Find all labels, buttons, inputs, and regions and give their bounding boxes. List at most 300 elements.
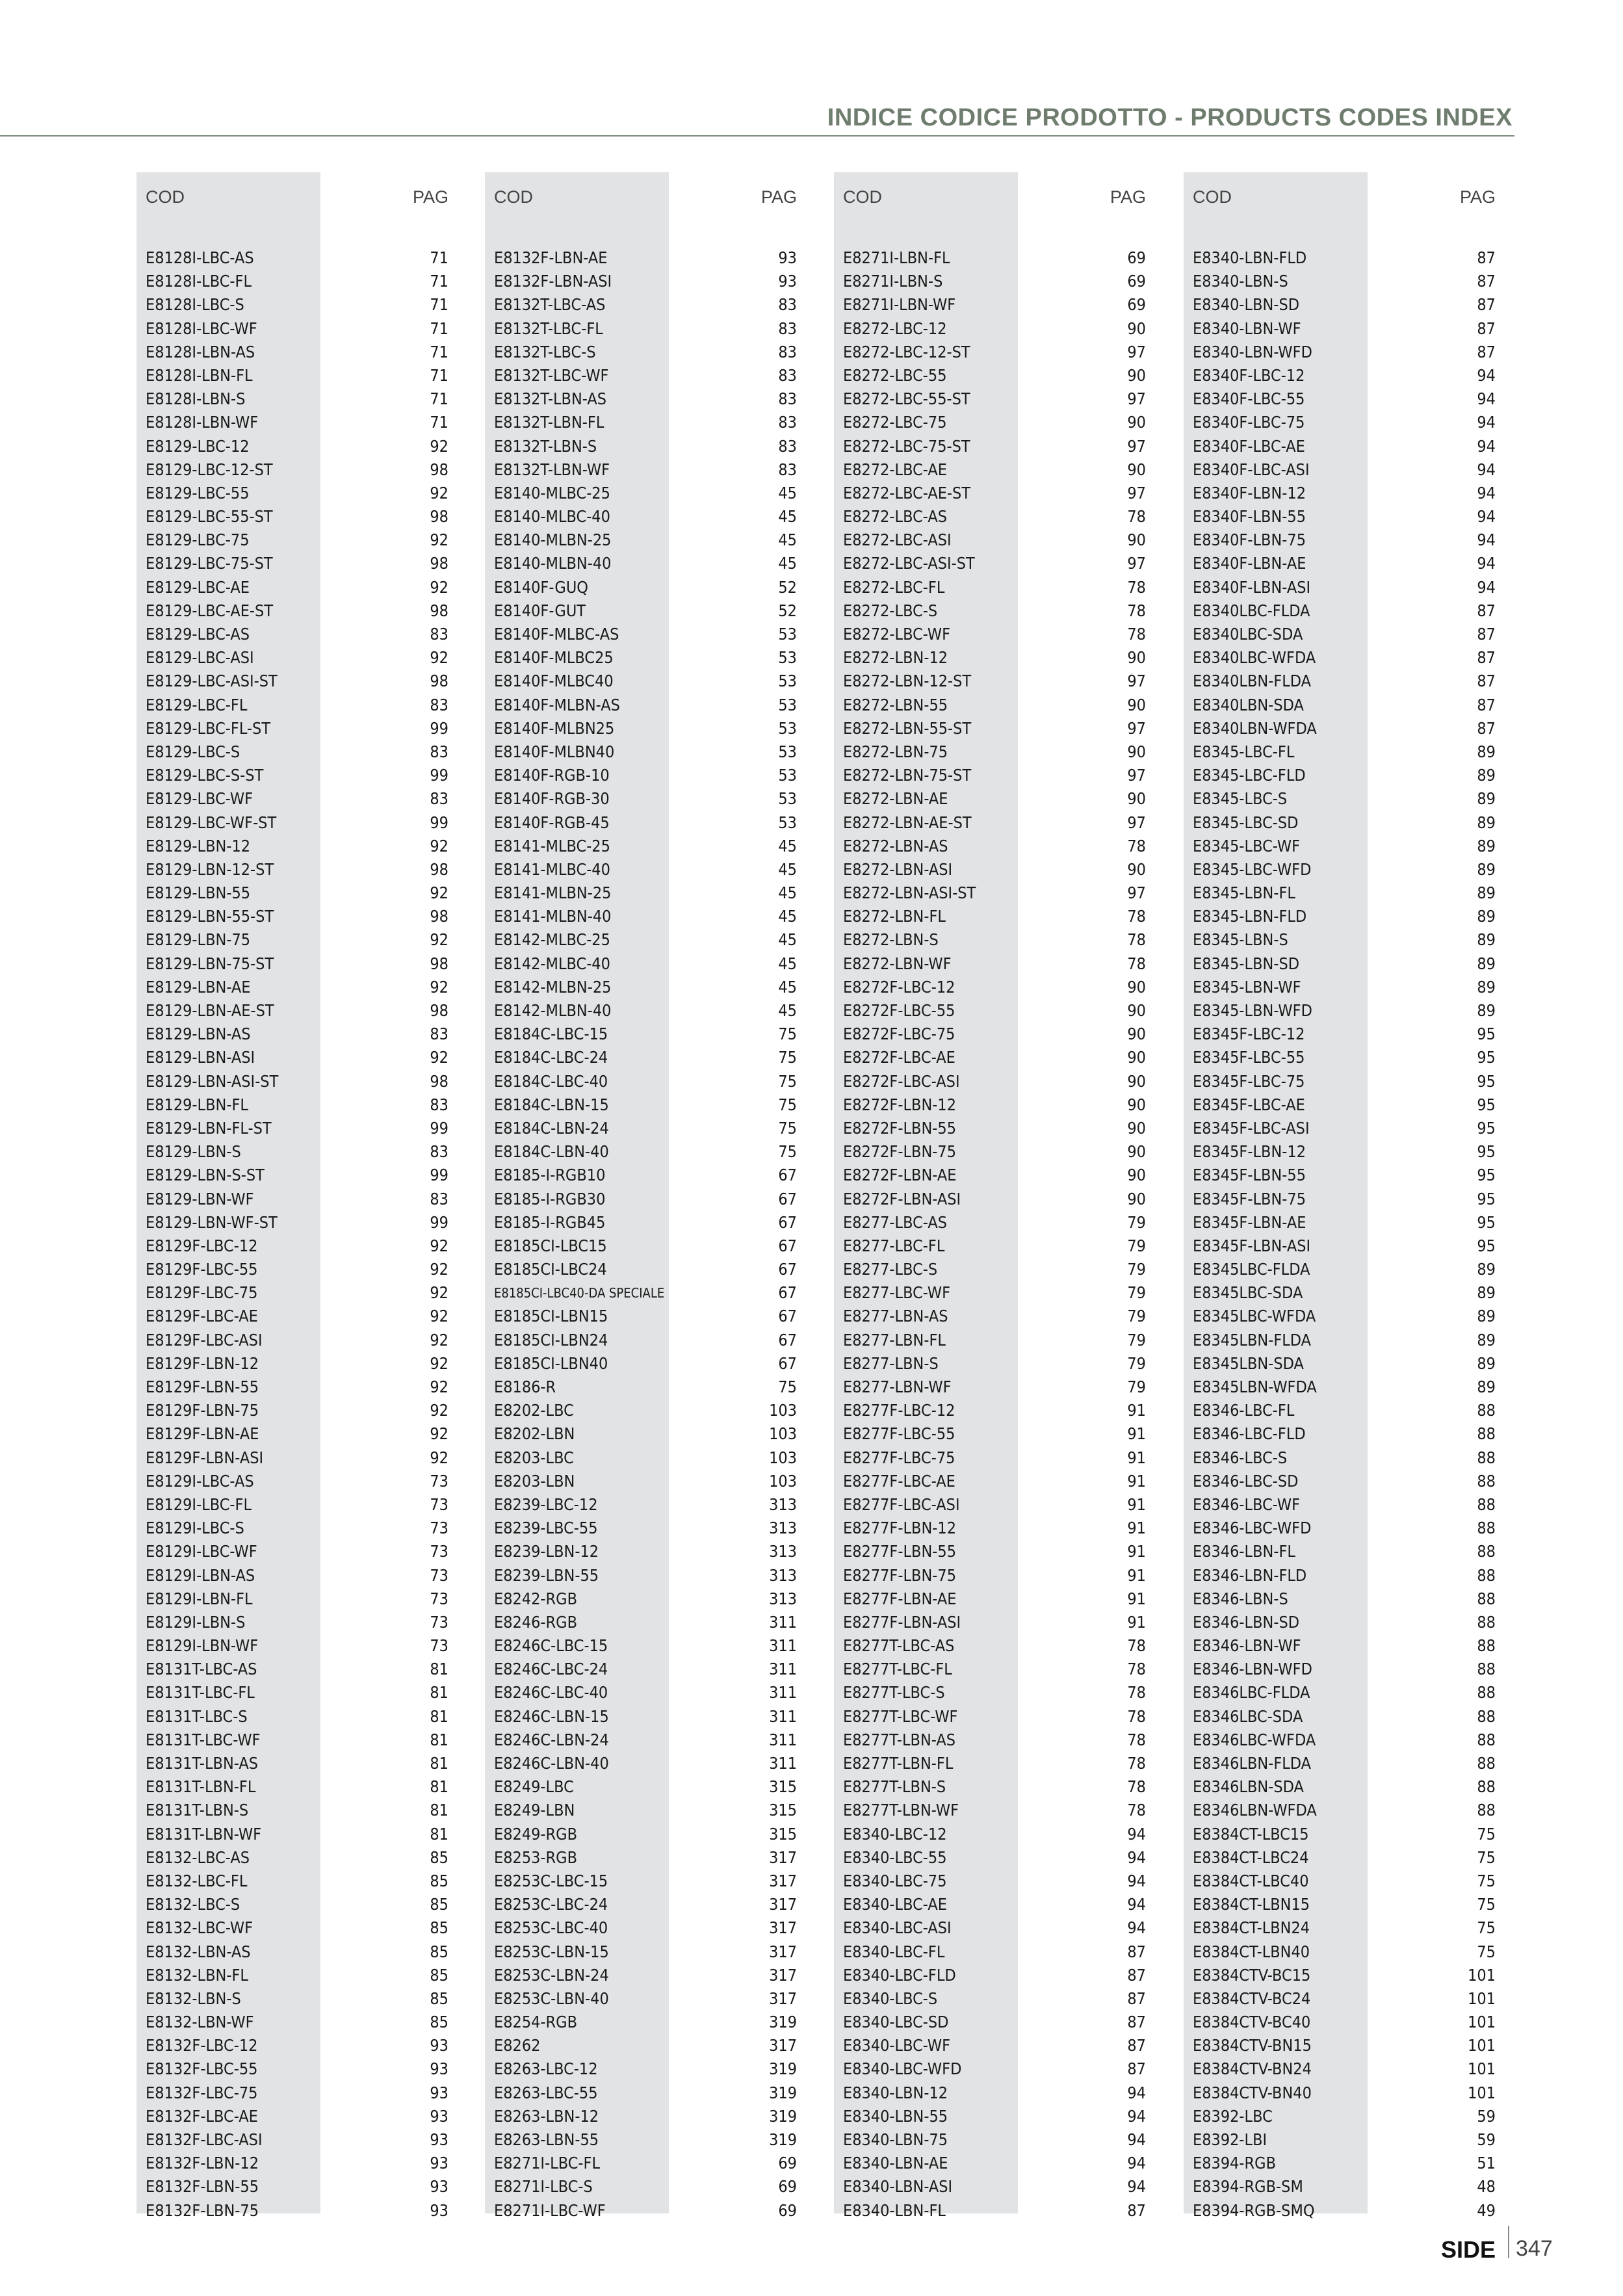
table-row — [485, 1211, 797, 1234]
page-ref: 89 — [1477, 1330, 1496, 1350]
product-code: E8345F-LBN-AE — [1193, 1212, 1306, 1232]
table-row — [485, 1093, 797, 1117]
product-code: E8128I-LBC-FL — [146, 272, 252, 291]
table-row — [834, 317, 1146, 341]
table-row — [834, 1305, 1146, 1328]
page-ref: 67 — [778, 1189, 797, 1208]
page-ref: 93 — [778, 248, 797, 267]
page-ref: 313 — [769, 1542, 797, 1561]
table-row — [1184, 1681, 1496, 1704]
product-code: E8345F-LBN-12 — [1193, 1142, 1306, 1162]
table-row — [834, 1729, 1146, 1752]
table-row — [1184, 2199, 1496, 2223]
product-code: E8184C-LBN-40 — [494, 1142, 609, 1162]
product-code: E8277T-LBC-WF — [843, 1706, 958, 1726]
table-row — [834, 1611, 1146, 1634]
page-ref: 87 — [1477, 319, 1496, 338]
page-ref: 88 — [1477, 1401, 1496, 1420]
table-row — [485, 2128, 797, 2152]
product-code: E8184C-LBN-15 — [494, 1095, 609, 1114]
page-ref: 71 — [430, 248, 448, 267]
page-ref: 92 — [430, 1377, 448, 1396]
product-code: E8272F-LBN-75 — [843, 1142, 956, 1162]
product-code: E8140F-MLBN25 — [494, 718, 615, 738]
page-ref: 78 — [1127, 625, 1146, 644]
product-code: E8132F-LBC-55 — [146, 2059, 258, 2079]
code-list — [136, 246, 448, 2223]
table-row — [1184, 1422, 1496, 1446]
page-ref: 98 — [430, 859, 448, 879]
table-row — [136, 2105, 448, 2128]
table-row — [1184, 1540, 1496, 1563]
product-code: E8129-LBC-FL-ST — [146, 718, 271, 738]
table-row — [136, 694, 448, 717]
page-ref: 99 — [430, 1118, 448, 1138]
product-code: E8392-LBC — [1193, 2106, 1273, 2126]
product-code: E8272-LBN-55-ST — [843, 718, 972, 738]
cod-header: COD — [494, 187, 533, 207]
product-code: E8254-RGB — [494, 2013, 578, 2032]
product-code: E8345LBN-FLDA — [1193, 1330, 1312, 1350]
page-ref: 48 — [1477, 2177, 1496, 2197]
page-ref: 83 — [430, 789, 448, 809]
page-ref: 101 — [1468, 2036, 1496, 2055]
product-code: E8140F-GUT — [494, 601, 586, 620]
page-ref: 317 — [769, 2036, 797, 2055]
page-ref: 79 — [1127, 1283, 1146, 1303]
product-code: E8132T-LBN-S — [494, 436, 597, 456]
product-code: E8340-LBN-SD — [1193, 295, 1300, 315]
page-ref: 78 — [1127, 1730, 1146, 1749]
page-ref: 45 — [778, 507, 797, 527]
page-ref: 98 — [430, 1071, 448, 1091]
product-code: E8384CT-LBC24 — [1193, 1847, 1309, 1867]
table-row — [834, 835, 1146, 858]
table-row — [485, 1611, 797, 1634]
pag-header: PAG — [412, 187, 448, 207]
product-code: E8184C-LBN-24 — [494, 1118, 609, 1138]
table-row — [834, 1799, 1146, 1822]
table-row — [834, 505, 1146, 528]
page-ref: 91 — [1127, 1401, 1146, 1420]
table-row — [485, 1399, 797, 1422]
page-ref: 92 — [430, 577, 448, 597]
table-row — [1184, 1846, 1496, 1870]
table-row — [834, 1587, 1146, 1611]
product-code: E8129-LBN-FL — [146, 1095, 248, 1114]
table-row — [834, 670, 1146, 693]
page-ref: 92 — [430, 883, 448, 903]
product-code: E8277T-LBN-FL — [843, 1754, 954, 1773]
product-code: E8277T-LBN-WF — [843, 1801, 959, 1820]
table-row — [485, 1846, 797, 1870]
product-code: E8340-LBC-AE — [843, 1895, 947, 1914]
page-ref: 87 — [1127, 2013, 1146, 2032]
page-ref: 97 — [1127, 883, 1146, 903]
page-ref: 91 — [1127, 1519, 1146, 1538]
page-ref: 87 — [1127, 2200, 1146, 2220]
product-code: E8346-LBC-WF — [1193, 1494, 1301, 1514]
table-row — [1184, 764, 1496, 787]
table-row — [1184, 270, 1496, 293]
page-ref: 52 — [778, 601, 797, 620]
product-code: E8340F-LBC-55 — [1193, 389, 1305, 409]
page-ref: 75 — [778, 1024, 797, 1044]
table-row — [1184, 458, 1496, 482]
page-ref: 69 — [1127, 248, 1146, 267]
product-code: E8246-RGB — [494, 1612, 578, 1632]
table-row — [834, 599, 1146, 623]
product-code: E8340-LBC-FLD — [843, 1965, 956, 1985]
page-ref: 89 — [1477, 1353, 1496, 1373]
table-row — [485, 435, 797, 458]
product-code: E8394-RGB — [1193, 2154, 1277, 2173]
page-ref: 83 — [778, 342, 797, 361]
page-ref: 93 — [430, 2106, 448, 2126]
table-row — [485, 246, 797, 270]
table-row — [485, 1470, 797, 1493]
product-code: E8132T-LBN-FL — [494, 413, 604, 432]
product-code: E8345LBC-WFDA — [1193, 1307, 1316, 1326]
product-code: E8346LBN-FLDA — [1193, 1754, 1312, 1773]
page-ref: 49 — [1477, 2200, 1496, 2220]
table-row — [834, 1540, 1146, 1563]
table-row — [834, 1893, 1146, 1916]
page-ref: 67 — [778, 1330, 797, 1350]
table-row — [1184, 1611, 1496, 1634]
page-ref: 83 — [778, 436, 797, 456]
table-row — [1184, 2175, 1496, 2198]
table-row — [136, 952, 448, 976]
product-code: E8140-MLBN-40 — [494, 554, 612, 573]
table-row — [1184, 482, 1496, 505]
page-ref: 311 — [769, 1730, 797, 1749]
product-code: E8129-LBN-12-ST — [146, 859, 274, 879]
table-row — [136, 1164, 448, 1187]
table-row — [485, 1281, 797, 1305]
table-row — [834, 482, 1146, 505]
table-row — [485, 411, 797, 434]
page-ref: 89 — [1477, 977, 1496, 997]
page-ref: 92 — [430, 1283, 448, 1303]
product-code: E8384CT-LBN40 — [1193, 1942, 1310, 1961]
product-code: E8272-LBC-75-ST — [843, 436, 970, 456]
table-row — [834, 1352, 1146, 1376]
page-ref: 91 — [1127, 1471, 1146, 1491]
page-ref: 69 — [778, 2200, 797, 2220]
page-ref: 94 — [1477, 507, 1496, 527]
page-ref: 78 — [1127, 507, 1146, 527]
table-row — [1184, 246, 1496, 270]
code-list — [834, 246, 1146, 2223]
product-code: E8131T-LBC-S — [146, 1706, 248, 1726]
table-row — [1184, 341, 1496, 364]
page-ref: 99 — [430, 718, 448, 738]
page-ref: 87 — [1477, 625, 1496, 644]
product-code: E8185-I-RGB30 — [494, 1189, 606, 1208]
product-code: E8140F-RGB-10 — [494, 766, 610, 785]
product-code: E8129-LBC-AE — [146, 577, 250, 597]
page-ref: 95 — [1477, 1095, 1496, 1114]
product-code: E8340LBC-SDA — [1193, 625, 1303, 644]
product-code: E8202-LBN — [494, 1424, 575, 1444]
table-row — [485, 1376, 797, 1399]
product-code: E8277F-LBN-AE — [843, 1589, 957, 1608]
product-code: E8346LBC-FLDA — [1193, 1683, 1310, 1702]
page-ref: 319 — [769, 2130, 797, 2149]
table-row — [485, 858, 797, 881]
table-row — [1184, 1964, 1496, 1987]
table-row — [1184, 1870, 1496, 1893]
table-row — [485, 1587, 797, 1611]
table-row — [834, 1987, 1146, 2011]
table-row — [485, 2199, 797, 2223]
product-code: E8129-LBN-75 — [146, 930, 251, 950]
product-code: E8272-LBN-75-ST — [843, 766, 972, 785]
page-ref: 88 — [1477, 1519, 1496, 1538]
product-code: E8129F-LBC-ASI — [146, 1330, 263, 1350]
product-code: E8128I-LBC-S — [146, 295, 244, 315]
product-code: E8340LBN-FLDA — [1193, 672, 1312, 691]
product-code: E8340F-LBN-ASI — [1193, 577, 1311, 597]
page-ref: 313 — [769, 1565, 797, 1585]
page-ref: 95 — [1477, 1236, 1496, 1255]
page-ref: 95 — [1477, 1118, 1496, 1138]
page-ref: 88 — [1477, 1777, 1496, 1797]
product-code: E8340-LBC-WFD — [843, 2059, 962, 2079]
table-row — [834, 811, 1146, 835]
page-ref: 103 — [769, 1401, 797, 1420]
page-ref: 313 — [769, 1519, 797, 1538]
page-ref: 92 — [430, 1307, 448, 1326]
product-code: E8131T-LBC-WF — [146, 1730, 261, 1749]
table-row — [136, 670, 448, 693]
page-ref: 94 — [1477, 389, 1496, 409]
page-ref: 78 — [1127, 930, 1146, 950]
page-ref: 69 — [1127, 295, 1146, 315]
table-row — [1184, 623, 1496, 646]
product-code: E8186-R — [494, 1377, 556, 1396]
page-ref: 87 — [1127, 1942, 1146, 1961]
product-code: E8384CT-LBN15 — [1193, 1895, 1310, 1914]
page-ref: 88 — [1477, 1471, 1496, 1491]
table-row — [834, 1422, 1146, 1446]
product-code: E8340-LBC-ASI — [843, 1918, 952, 1938]
page-ref: 99 — [430, 1166, 448, 1185]
table-row — [834, 1493, 1146, 1517]
page-ref: 83 — [430, 695, 448, 714]
product-code: E8345-LBN-WFD — [1193, 1001, 1312, 1020]
page-ref: 45 — [778, 930, 797, 950]
table-row — [136, 387, 448, 411]
table-row — [485, 576, 797, 599]
product-code: E8272-LBN-S — [843, 930, 939, 950]
product-code: E8246C-LBC-15 — [494, 1636, 608, 1656]
page-ref: 75 — [778, 1142, 797, 1162]
page-ref: 317 — [769, 1942, 797, 1961]
table-row — [834, 1916, 1146, 1940]
page-ref: 92 — [430, 648, 448, 668]
table-row — [136, 1587, 448, 1611]
table-row — [1184, 1705, 1496, 1729]
page-ref: 78 — [1127, 1754, 1146, 1773]
page-ref: 101 — [1468, 2083, 1496, 2102]
page-ref: 88 — [1477, 1706, 1496, 1726]
product-code: E8346-LBC-WFD — [1193, 1519, 1312, 1538]
table-row — [485, 1164, 797, 1187]
product-code: E8142-MLBC-25 — [494, 930, 610, 950]
page-ref: 89 — [1477, 766, 1496, 785]
table-row — [485, 1799, 797, 1822]
page-ref: 92 — [430, 1260, 448, 1279]
page-ref: 53 — [778, 742, 797, 761]
table-row — [136, 646, 448, 670]
table-row — [136, 787, 448, 811]
product-code: E8132F-LBC-ASI — [146, 2130, 263, 2149]
table-row — [136, 1140, 448, 1164]
page-ref: 90 — [1127, 789, 1146, 809]
table-row — [834, 1705, 1146, 1729]
product-code: E8345-LBN-SD — [1193, 954, 1300, 973]
product-code: E8345F-LBC-75 — [1193, 1071, 1305, 1091]
index-column-2 — [485, 172, 810, 2220]
table-row — [485, 764, 797, 787]
table-row — [136, 1823, 448, 1846]
table-row — [136, 1681, 448, 1704]
page-ref: 75 — [778, 1048, 797, 1067]
page-ref: 73 — [430, 1636, 448, 1656]
product-code: E8140F-RGB-30 — [494, 789, 610, 809]
product-code: E8242-RGB — [494, 1589, 578, 1608]
table-row — [485, 552, 797, 575]
page-ref: 78 — [1127, 1706, 1146, 1726]
table-row — [136, 1258, 448, 1281]
page-ref: 99 — [430, 813, 448, 832]
page-ref: 91 — [1127, 1542, 1146, 1561]
product-code: E8272-LBC-55 — [843, 365, 947, 385]
table-row — [485, 646, 797, 670]
page-ref: 79 — [1127, 1260, 1146, 1279]
table-row — [485, 1258, 797, 1281]
page-ref: 98 — [430, 601, 448, 620]
table-row — [834, 2081, 1146, 2105]
page-ref: 89 — [1477, 1260, 1496, 1279]
table-row — [1184, 1799, 1496, 1822]
index-column-4 — [1184, 172, 1509, 2220]
table-row — [1184, 2081, 1496, 2105]
product-code: E8277F-LBC-55 — [843, 1424, 955, 1444]
product-code: E8277F-LBN-ASI — [843, 1612, 961, 1632]
table-row — [485, 599, 797, 623]
page-ref: 94 — [1127, 1847, 1146, 1867]
table-row — [136, 1117, 448, 1140]
product-code: E8253C-LBC-24 — [494, 1895, 608, 1914]
table-row — [485, 1422, 797, 1446]
product-code: E8345-LBC-S — [1193, 789, 1288, 809]
product-code: E8346LBN-SDA — [1193, 1777, 1304, 1797]
product-code: E8129F-LBN-ASI — [146, 1448, 264, 1467]
table-row — [1184, 1987, 1496, 2011]
product-code: E8263-LBN-12 — [494, 2106, 599, 2126]
product-code: E8185CI-LBN15 — [494, 1307, 608, 1326]
page-ref: 97 — [1127, 342, 1146, 361]
table-row — [834, 364, 1146, 387]
table-row — [136, 764, 448, 787]
pag-header: PAG — [1459, 187, 1496, 207]
table-row — [136, 2081, 448, 2105]
product-code: E8249-LBN — [494, 1801, 575, 1820]
product-code: E8340-LBC-WF — [843, 2036, 951, 2055]
table-row — [485, 1493, 797, 1517]
product-code: E8142-MLBC-40 — [494, 954, 610, 973]
page-ref: 69 — [778, 2177, 797, 2197]
product-code: E8272-LBN-12 — [843, 648, 948, 668]
product-code: E8202-LBC — [494, 1401, 574, 1420]
page-ref: 75 — [1477, 1871, 1496, 1890]
product-code: E8140F-GUQ — [494, 577, 589, 597]
product-code: E8132-LBC-AS — [146, 1847, 250, 1867]
product-code: E8132-LBN-FL — [146, 1965, 248, 1985]
product-code: E8128I-LBN-FL — [146, 365, 253, 385]
table-row — [834, 246, 1146, 270]
product-code: E8132T-LBC-WF — [494, 365, 609, 385]
page-ref: 89 — [1477, 742, 1496, 761]
table-row — [136, 364, 448, 387]
product-code: E8340-LBN-WFD — [1193, 342, 1312, 361]
table-row — [834, 458, 1146, 482]
page-ref: 78 — [1127, 954, 1146, 973]
product-code: E8131T-LBN-AS — [146, 1754, 258, 1773]
table-row — [834, 1634, 1146, 1658]
page-ref: 90 — [1127, 1189, 1146, 1208]
table-row — [1184, 1775, 1496, 1799]
table-row — [1184, 1046, 1496, 1069]
table-row — [1184, 1234, 1496, 1258]
page-ref: 313 — [769, 1494, 797, 1514]
product-code: E8128I-LBC-AS — [146, 248, 254, 267]
page-ref: 87 — [1477, 248, 1496, 267]
table-row — [1184, 2152, 1496, 2175]
product-code: E8132T-LBC-FL — [494, 319, 603, 338]
table-row — [136, 270, 448, 293]
table-row — [485, 2057, 797, 2081]
page-ref: 75 — [778, 1095, 797, 1114]
page-ref: 97 — [1127, 718, 1146, 738]
page-ref: 69 — [778, 2154, 797, 2173]
table-row — [136, 1352, 448, 1376]
page-ref: 90 — [1127, 977, 1146, 997]
table-row — [485, 1870, 797, 1893]
page-ref: 71 — [430, 365, 448, 385]
page-ref: 98 — [430, 954, 448, 973]
page-ref: 71 — [430, 389, 448, 409]
table-row — [136, 811, 448, 835]
table-row — [136, 599, 448, 623]
product-code: E8272F-LBC-75 — [843, 1024, 955, 1044]
table-row — [834, 552, 1146, 575]
product-code: E8129-LBC-ASI — [146, 648, 254, 668]
table-row — [136, 411, 448, 434]
table-row — [834, 1940, 1146, 1964]
page-ref: 89 — [1477, 836, 1496, 855]
page-ref: 94 — [1127, 2130, 1146, 2149]
table-row — [1184, 1023, 1496, 1046]
page-ref: 101 — [1468, 2059, 1496, 2079]
page-ref: 90 — [1127, 413, 1146, 432]
table-row — [834, 1870, 1146, 1893]
page-ref: 90 — [1127, 1142, 1146, 1162]
column-header — [485, 184, 797, 210]
